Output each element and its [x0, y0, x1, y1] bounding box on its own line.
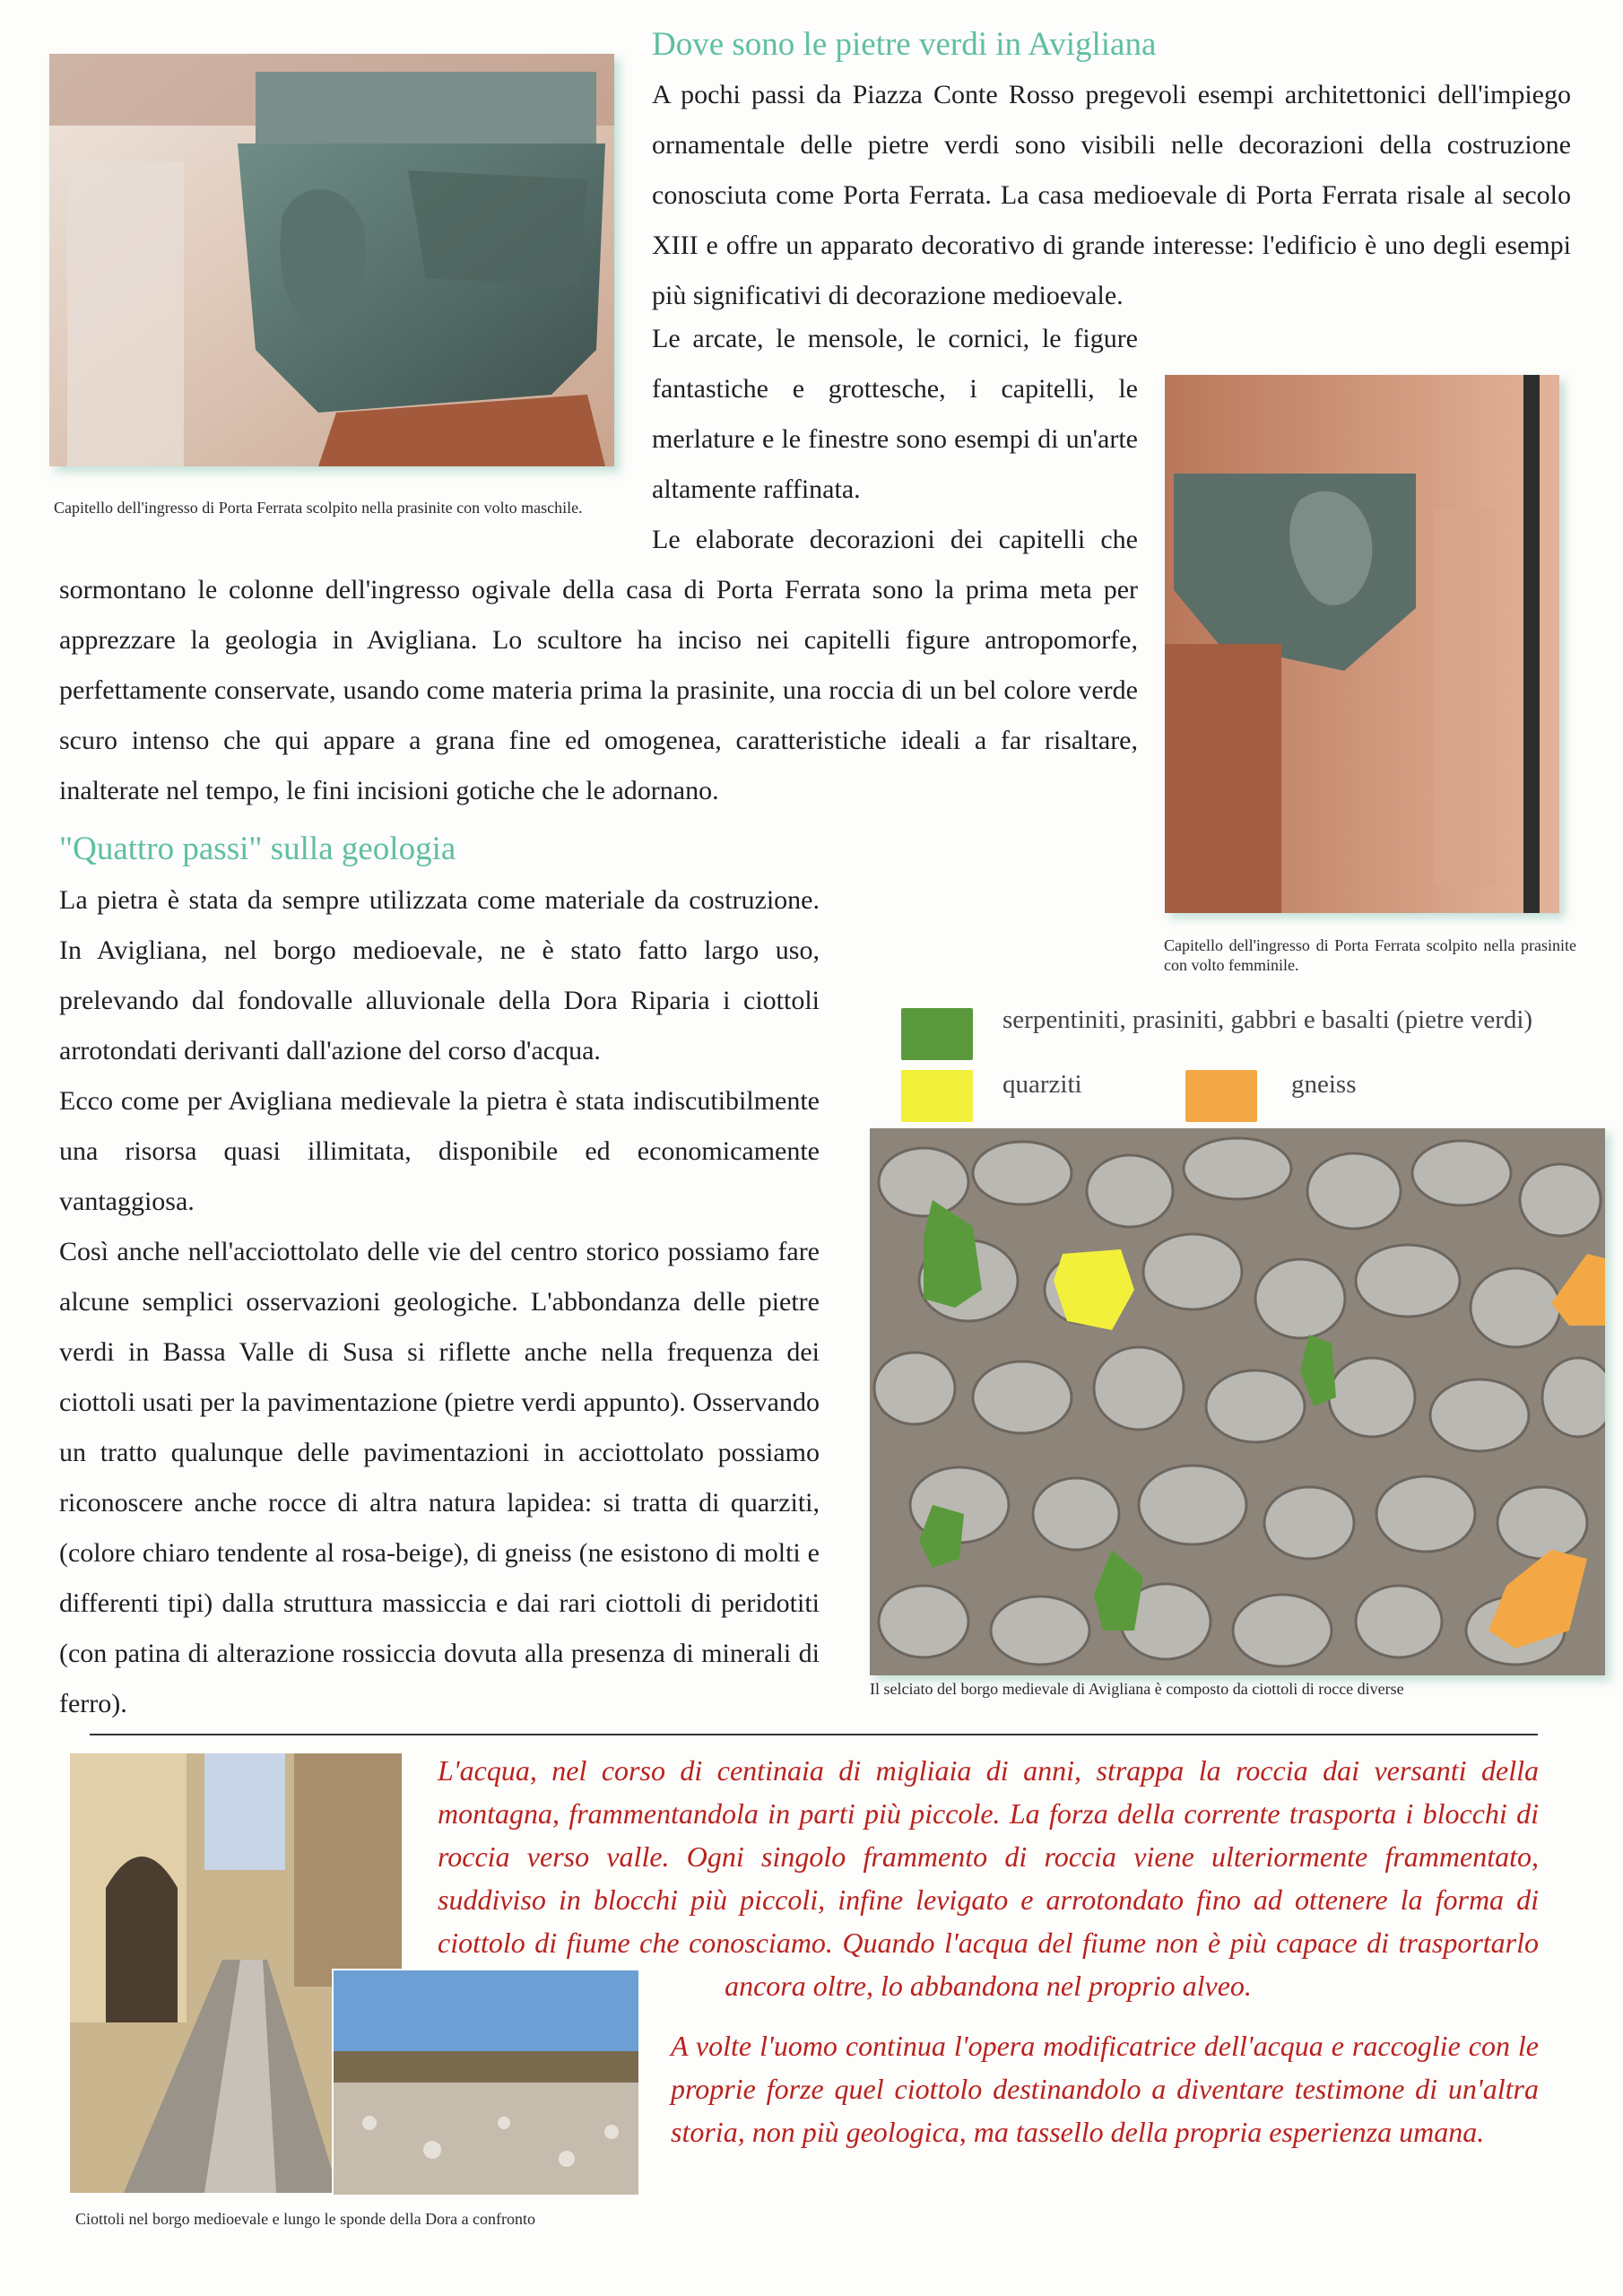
legend-label-gneiss: gneiss — [1291, 1070, 1357, 1099]
legend-swatch-quartzite — [901, 1070, 973, 1122]
caption-street-river: Ciottoli nel borgo medioevale e lungo le sponde della Dora a confronto — [75, 2210, 536, 2228]
section1-title: Dove sono le pietre verdi in Avigliana — [652, 26, 1157, 63]
section1-intro-paragraph: A pochi passi da Piazza Conte Rosso pregevoli esempi architettonici dell'impiego ornamentale delle pietre verdi sono visibili nelle decorazioni della costruzione conosciuta come Porta Ferrata. La casa medioevale di Porta Ferrata risale al secolo XIII e offre un apparato decorativo di grande interesse: l'edificio è uno degli esempi più significativi di decorazione medioevale. — [652, 80, 1571, 310]
capital-male-photo — [49, 54, 614, 466]
quote-human: A volte l'uomo continua l'opera modificatrice dell'acqua e raccoglie con le proprie forze quel ciottolo destinandolo a diventare testimone di un'altra storia, non più geologica, ma tassello della propria esperienza umana. — [671, 2030, 1539, 2148]
section2-paragraph-3: Così anche nell'acciottolato delle vie del centro storico possiamo fare alcune semplici osservazioni geologiche. L'abbondanza delle pietre verdi in Bassa Valle di Susa si riflette anche nella frequenza dei ciottoli usati per la pavimentazione (pietre verdi appunto). Osservando un tratto qualunque delle pavimentazioni in acciottolato possiamo riconoscere anche rocce di altra natura lapidea: si tratta di quarziti, (colore chiaro tendente al rosa-beige), di gneiss (ne esistono di molti e differenti tipi) dalla struttura massiccia e dai rari ciottoli di peridotiti (con patina di alterazione rossiccia dovuta alla presenza di minerali di ferro). — [59, 1237, 820, 1718]
legend-swatch-green-stones — [901, 1008, 973, 1060]
capital-female-photo — [1165, 375, 1559, 913]
section2-paragraph-1: La pietra è stata da sempre utilizzata come materiale da costruzione. In Avigliana, nel borgo medioevale, ne è stato fatto largo uso, prelevando dal fondovalle alluvionale della Dora Riparia i ciottoli arrotondati derivanti dall'azione del corso d'acqua. — [59, 885, 820, 1065]
section1-details-paragraph: Le arcate, le mensole, le cornici, le figure fantastiche e grottesche, i capitelli, le merlature e le finestre sono esempi di un'arte altamente raffinata. — [652, 324, 1138, 504]
section-divider — [90, 1734, 1538, 1735]
section2-body — [59, 875, 820, 1729]
caption-cobblestones: Il selciato del borgo medievale di Avigliana è composto da ciottoli di rocce diverse — [870, 1680, 1404, 1698]
legend-swatch-gneiss — [1185, 1070, 1257, 1122]
section1-capitals-paragraph: Le elaborate decorazioni dei capitelli che sormontano le colonne dell'ingresso ogivale della casa di Porta Ferrata sono la prima meta per apprezzare la geologia in Avigliana. Lo scultore ha inciso nei capitelli figure antropomorfe, perfettamente conservate, usando come materia prima la prasinite, una roccia di un bel colore verde scuro intenso che qui appare a grana fine ed omogenea, caratteristiche ideali a far risaltare, inalterate nel tempo, le fini incisioni gotiche che le adornano. — [59, 525, 1138, 805]
quote-water: L'acqua, nel corso di centinaia di migliaia di anni, strappa la roccia dai versanti della montagna, frammentandola in parti più piccole. La forza della corrente trasporta i blocchi di roccia verso valle. Ogni singolo frammento di roccia viene ulteriormente frammentato, suddiviso in blocchi più piccoli, infine levigato e arrotondato fino ad ottenere la forma di ciottolo di fiume che conosciamo. Quando l'acqua del fiume non è più capace di trasportarlo ancora oltre, lo abbandona nel proprio alveo. — [438, 1754, 1539, 2002]
caption-capital-male: Capitello dell'ingresso di Porta Ferrata scolpito nella prasinite con volto maschile. — [54, 499, 583, 517]
legend-label-quartzite: quarziti — [1002, 1070, 1082, 1099]
cobblestone-photo — [870, 1128, 1605, 1675]
caption-capital-female: Capitello dell'ingresso di Porta Ferrata scolpito nella prasinite con volto femminile. — [1164, 936, 1576, 974]
legend-label-green-stones: serpentiniti, prasiniti, gabbri e basalti (pietre verdi) — [1002, 1005, 1533, 1034]
section2-title: "Quattro passi" sulla geologia — [59, 831, 456, 867]
section2-paragraph-2: Ecco come per Avigliana medievale la pietra è stata indiscutibilmente una risorsa quasi illimitata, disponibile ed economicamente vantaggiosa. — [59, 1086, 820, 1216]
